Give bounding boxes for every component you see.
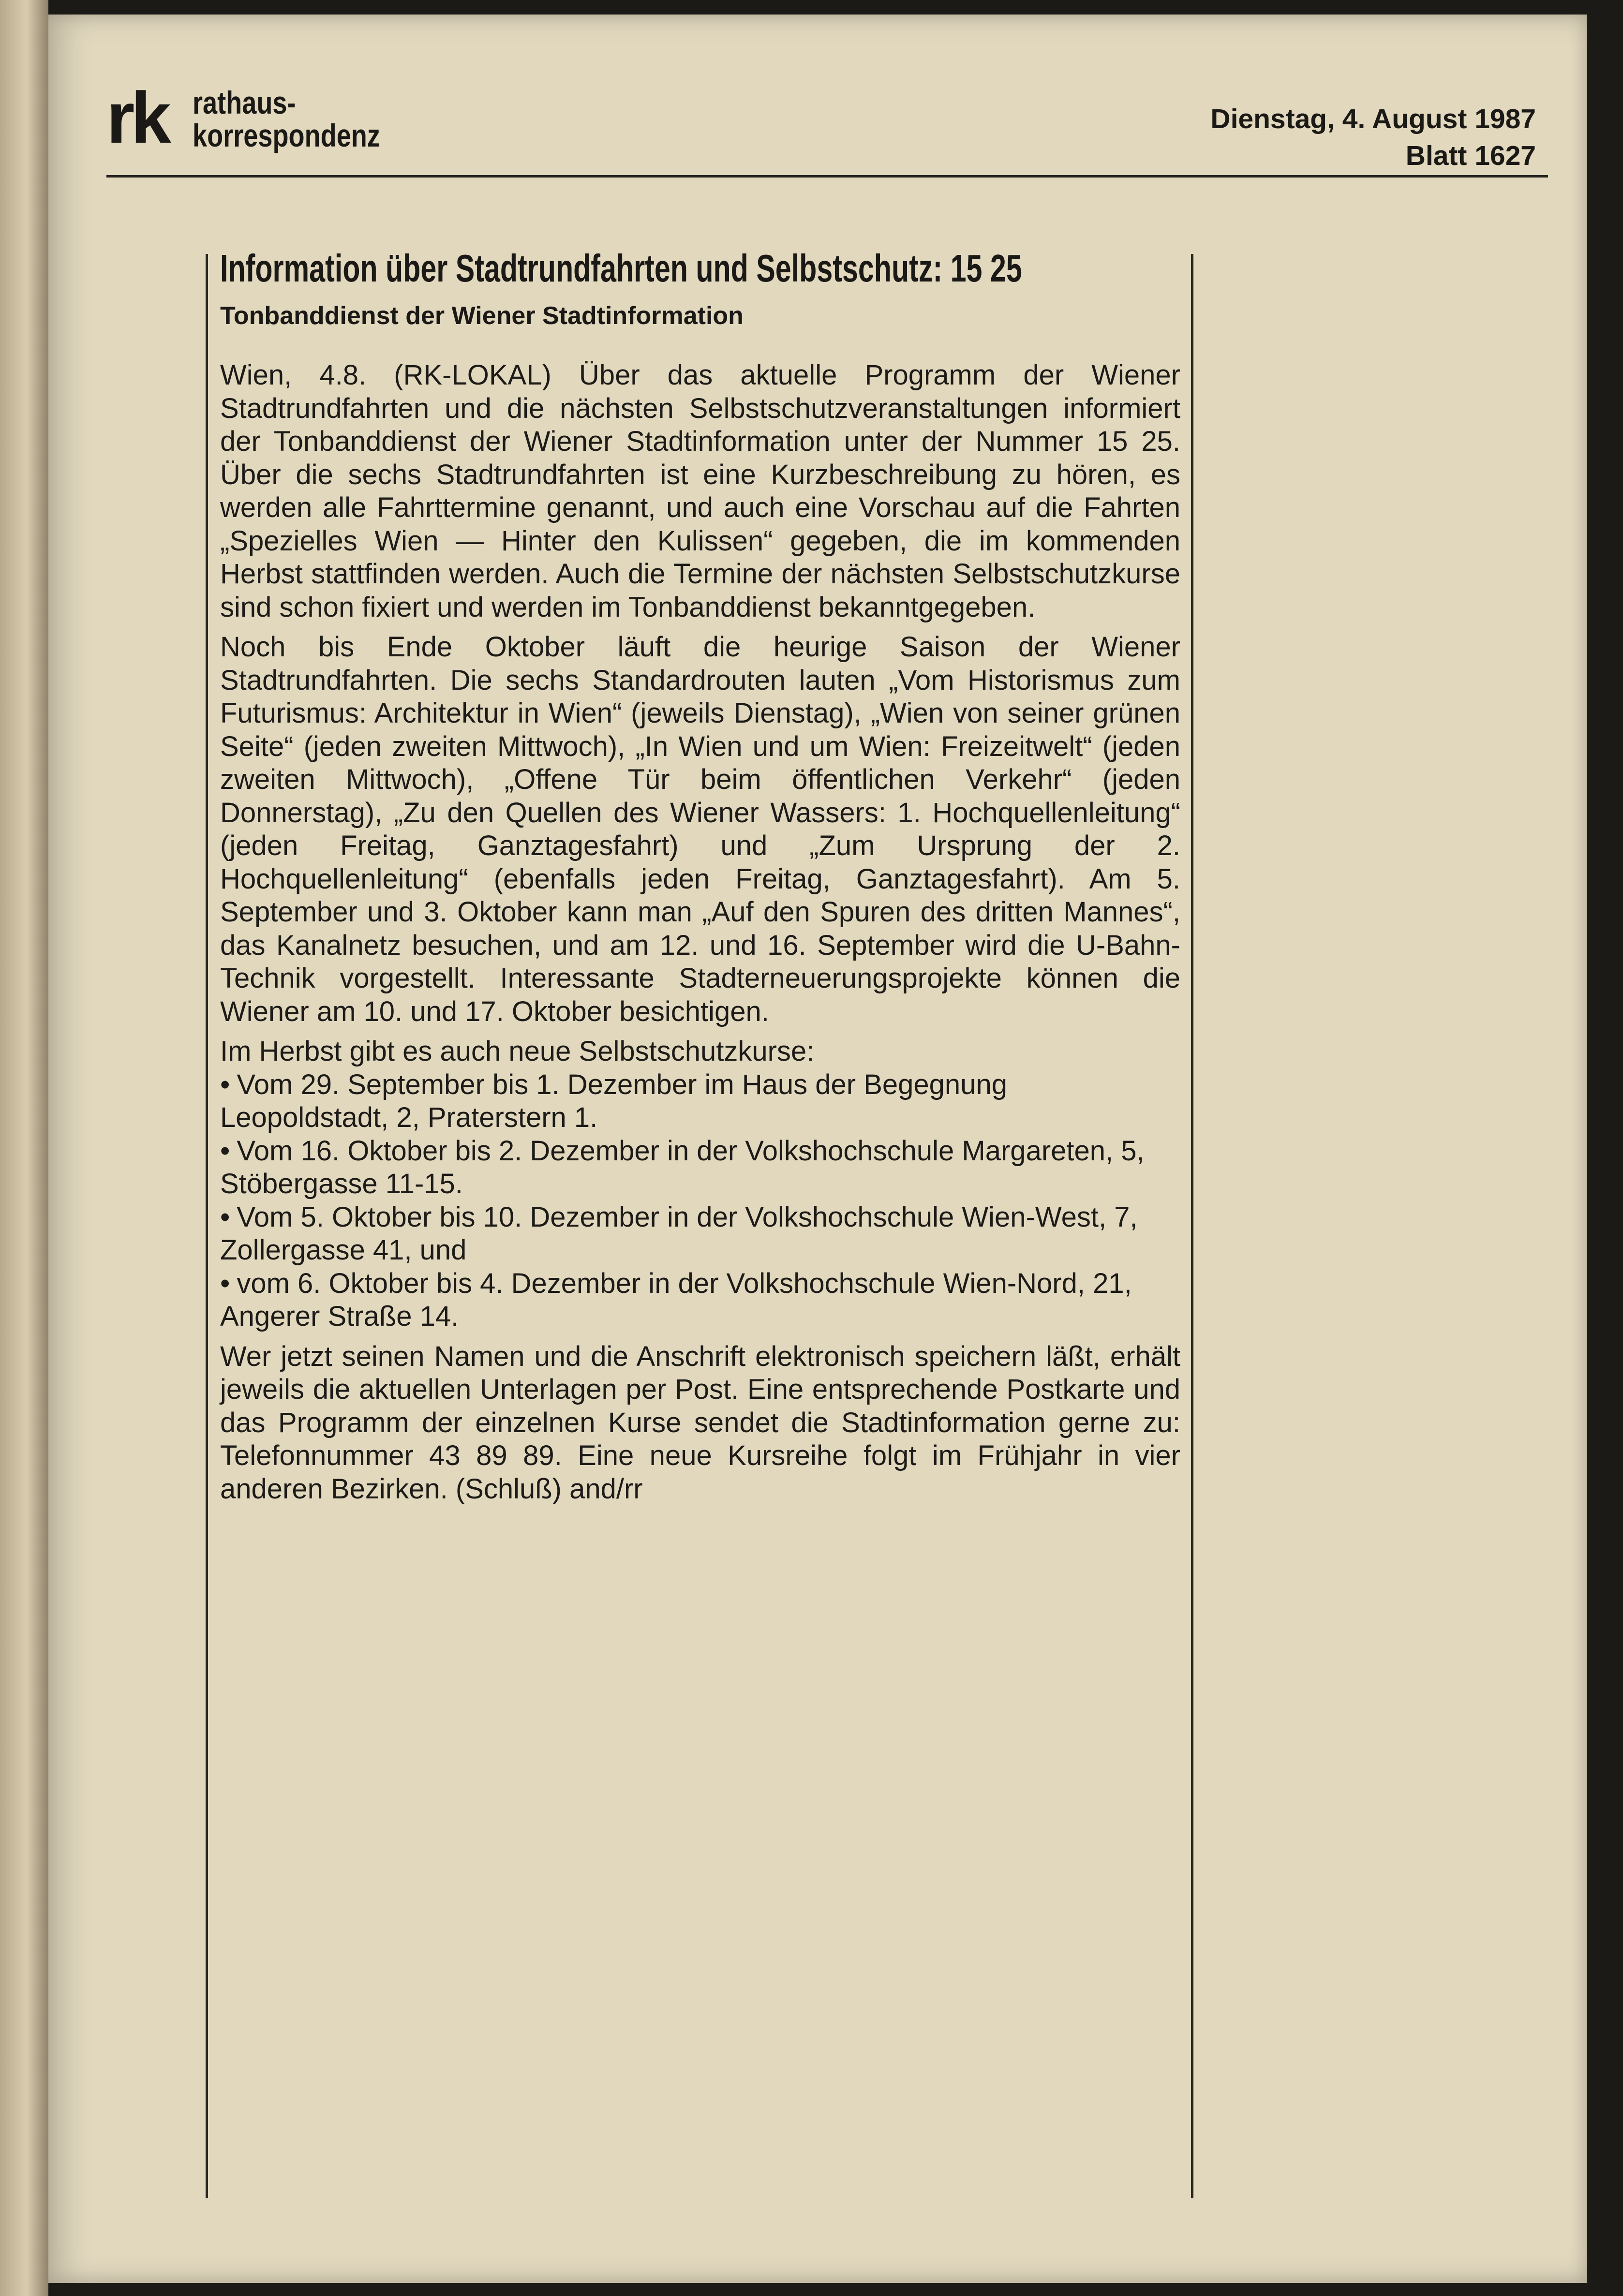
sheet-number: Blatt 1627 xyxy=(1405,140,1536,171)
bullet-icon: • xyxy=(220,1135,230,1167)
course-text: Vom 5. Oktober bis 10. Dezember in der Volkshochschule Wien-West, 7, Zollergasse 41, und xyxy=(220,1201,1138,1266)
article-headline: Information über Stadtrundfahrten und Selbstschutz: 15 25 xyxy=(220,247,1022,290)
column-rule-right xyxy=(1191,254,1193,2198)
publication-name xyxy=(193,86,380,152)
article-subtitle: Tonbanddienst der Wiener Stadtinformation xyxy=(220,302,744,330)
header-divider xyxy=(106,175,1548,178)
paragraph-intro: Wien, 4.8. (RK-LOKAL) Über das aktuelle Programm der Wiener Stadtrundfahrten und die nächsten Selbstschutzveranstaltungen informiert der Tonbanddienst der Wiener Stadtinformation unter der Nummer 15 25. Über die sechs Stadtrundfahrten ist eine Kurzbeschreibung zu hören, es werden alle Fahrttermine genannt, und auch eine Vorschau auf die Fahrten „Spezielles Wien — Hinter den Kulissen“ gegeben, die im kommenden Herbst stattfinden werden. Auch die Termine der nächsten Selbstschutzkurse sind schon fixiert und werden im Tonbanddienst bekanntgegeben. xyxy=(220,359,1180,623)
course-text: Vom 29. September bis 1. Dezember im Haus der Begegnung Leopoldstadt, 2, Praterstern 1. xyxy=(220,1068,1007,1133)
list-item xyxy=(220,1201,1180,1267)
article-body xyxy=(220,359,1180,1512)
binding-spine xyxy=(0,0,48,2296)
list-item xyxy=(220,1068,1180,1135)
list-item xyxy=(220,1267,1180,1333)
column-rule-left xyxy=(206,254,208,2198)
course-list xyxy=(220,1068,1180,1333)
publication-name-line2: korrespondenz xyxy=(193,118,380,153)
issue-info xyxy=(1210,101,1536,174)
paragraph-courses-intro: Im Herbst gibt es auch neue Selbstschutzkurse: xyxy=(220,1036,815,1067)
bullet-icon: • xyxy=(220,1068,230,1100)
publication-name-line1: rathaus- xyxy=(193,85,296,120)
issue-date: Dienstag, 4. August 1987 xyxy=(1210,104,1536,134)
bullet-icon: • xyxy=(220,1267,230,1299)
paragraph-routes: Noch bis Ende Oktober läuft die heurige Saison der Wiener Stadtrundfahrten. Die sechs Standardrouten lauten „Vom Historismus zum Futurismus: Architektur in Wien“ (jeweils Dienstag), „Wien von seiner grünen Seite“ (jeden zweiten Mittwoch), „In Wien und um Wien: Freizeitwelt“ (jeden zweiten Mittwoch), „Offene Tür beim öffentlichen Verkehr“ (jeden Donnerstag), „Zu den Quellen des Wiener Wassers: 1. Hochquellenleitung“ (jeden Freitag, Ganztagesfahrt) und „Zum Ursprung der 2. Hochquellenleitung“ (ebenfalls jeden Freitag, Ganztagesfahrt). Am 5. September und 3. Oktober kann man „Auf den Spuren des dritten Mannes“, das Kanalnetz besuchen, und am 12. und 16. September wird die U-Bahn-Technik vorgestellt. Interessante Stadterneuerungsprojekte können die Wiener am 10. und 17. Oktober besichtigen. xyxy=(220,631,1180,1027)
paragraph-closing: Wer jetzt seinen Namen und die Anschrift elektronisch speichern läßt, erhält jeweils die aktuellen Unterlagen per Post. Eine entsprechende Postkarte und das Programm der einzelnen Kurse sendet die Stadtinformation gerne zu: Telefonnummer 43 89 89. Eine neue Kursreihe folgt im Frühjahr in vier anderen Bezirken. (Schluß) and/rr xyxy=(220,1340,1180,1505)
course-text: Vom 16. Oktober bis 2. Dezember in der Volkshochschule Margareten, 5, Stöbergasse 11-15. xyxy=(220,1135,1145,1200)
course-text: vom 6. Oktober bis 4. Dezember in der Volkshochschule Wien-Nord, 21, Angerer Straße 14. xyxy=(220,1267,1132,1332)
list-item xyxy=(220,1135,1180,1201)
bullet-icon: • xyxy=(220,1201,230,1233)
rk-logo: rk xyxy=(106,77,167,158)
